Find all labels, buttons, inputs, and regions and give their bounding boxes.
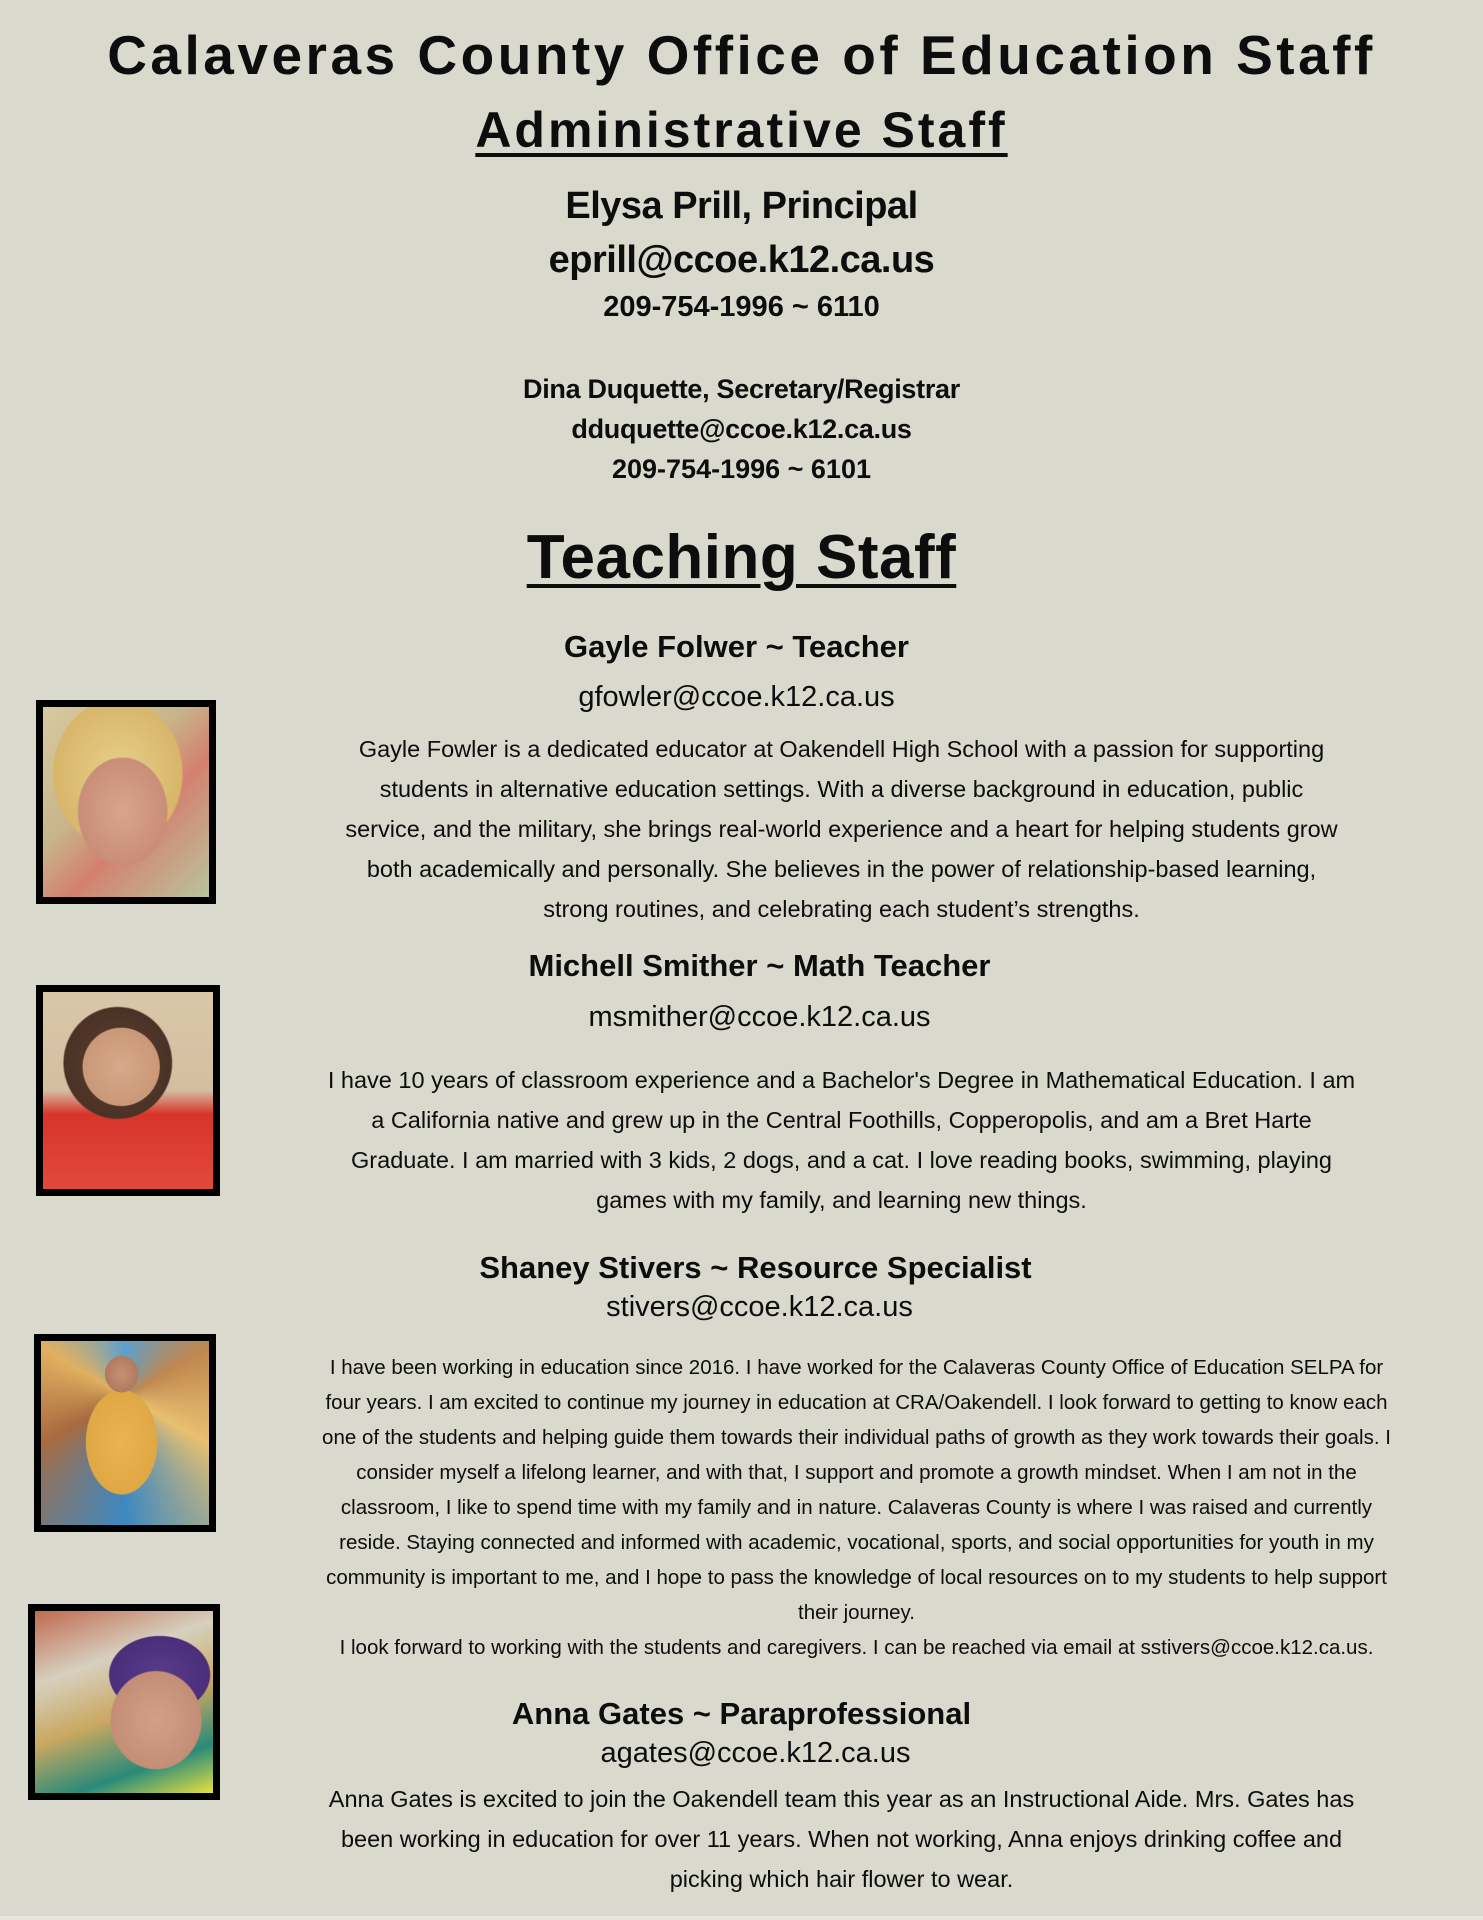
bio-line: I look forward to working with the students and caregivers. I can be reached via email at sstivers@ccoe.k12.ca.us. bbox=[339, 1636, 1374, 1659]
bio-line: reside. Staying connected and informed with academic, vocational, sports, and social opportunities for youth in my bbox=[339, 1531, 1374, 1554]
staff-email[interactable]: gfowler@ccoe.k12.ca.us bbox=[578, 681, 895, 713]
staff-name: Gayle Folwer ~ Teacher bbox=[564, 629, 909, 664]
bio-line: strong routines, and celebrating each student’s strengths. bbox=[543, 896, 1140, 922]
admin-staff-phone: 209-754-1996 ~ 6110 bbox=[603, 291, 880, 323]
administrative-staff-heading-text: Administrative Staff bbox=[475, 102, 1008, 158]
teaching-staff-heading bbox=[0, 522, 1483, 594]
bio-line: one of the students and helping guide them towards their individual paths of growth as they work towards their goals. I bbox=[322, 1426, 1391, 1449]
staff-email[interactable]: stivers@ccoe.k12.ca.us bbox=[606, 1291, 913, 1323]
bio-line: consider myself a lifelong learner, and with that, I support and promote a growth mindset. When I am not in the bbox=[356, 1461, 1357, 1484]
bio-line: students in alternative education settings. With a diverse background in education, public bbox=[379, 776, 1304, 802]
bio-line: Anna Gates is excited to join the Oakendell team this year as an Instructional Aide. Mrs. Gates has bbox=[328, 1786, 1355, 1812]
staff-email[interactable]: agates@ccoe.k12.ca.us bbox=[600, 1737, 911, 1769]
staff-bio bbox=[100, 1060, 1483, 1220]
bio-line: picking which hair flower to wear. bbox=[669, 1866, 1014, 1892]
teaching-staff-heading-text: Teaching Staff bbox=[526, 523, 957, 592]
page-title: Calaveras County Office of Education Staff bbox=[107, 24, 1376, 86]
bio-line: a California native and grew up in the Central Foothills, Copperopolis, and am a Bret Harte bbox=[371, 1107, 1312, 1133]
bio-line: service, and the military, she brings real-world experience and a heart for helping students grow bbox=[345, 816, 1338, 842]
bio-line: both academically and personally. She believes in the power of relationship-based learning, bbox=[366, 856, 1317, 882]
page-bottom-edge bbox=[0, 1916, 1483, 1920]
staff-name: Michell Smither ~ Math Teacher bbox=[528, 948, 991, 983]
bio-line: community is important to me, and I hope to pass the knowledge of local resources on to my students to help support bbox=[326, 1566, 1387, 1589]
staff-name: Shaney Stivers ~ Resource Specialist bbox=[479, 1250, 1032, 1285]
staff-email[interactable]: msmither@ccoe.k12.ca.us bbox=[588, 1001, 931, 1033]
bio-line: Graduate. I am married with 3 kids, 2 dogs, and a cat. I love reading books, swimming, playing bbox=[351, 1147, 1332, 1173]
administrative-staff-heading bbox=[0, 100, 1483, 160]
bio-line: classroom, I like to spend time with my family and in nature. Calaveras County is where I was raised and currently bbox=[340, 1496, 1373, 1519]
admin-staff-phone: 209-754-1996 ~ 6101 bbox=[612, 454, 871, 484]
admin-staff-email[interactable]: dduquette@ccoe.k12.ca.us bbox=[571, 414, 912, 444]
staff-bio bbox=[100, 729, 1483, 929]
bio-line: four years. I am excited to continue my journey in education at CRA/Oakendell. I look forward to getting to know each bbox=[325, 1391, 1388, 1414]
staff-bio bbox=[100, 1779, 1483, 1899]
bio-line: I have 10 years of classroom experience and a Bachelor's Degree in Mathematical Education. I am bbox=[327, 1067, 1356, 1093]
staff-name: Anna Gates ~ Paraprofessional bbox=[511, 1696, 972, 1731]
staff-bio bbox=[115, 1350, 1483, 1665]
bio-line: games with my family, and learning new things. bbox=[596, 1187, 1087, 1213]
bio-line: their journey. bbox=[798, 1601, 915, 1624]
admin-staff-name: Dina Duquette, Secretary/Registrar bbox=[523, 374, 960, 404]
bio-line: been working in education for over 11 years. When not working, Anna enjoys drinking coffee and bbox=[340, 1826, 1343, 1852]
admin-staff-name: Elysa Prill, Principal bbox=[565, 185, 918, 227]
bio-line: I have been working in education since 2016. I have worked for the Calaveras County Office of Education SELPA for bbox=[329, 1356, 1384, 1379]
admin-staff-email[interactable]: eprill@ccoe.k12.ca.us bbox=[548, 239, 935, 281]
bio-line: Gayle Fowler is a dedicated educator at Oakendell High School with a passion for supporting bbox=[358, 736, 1325, 762]
